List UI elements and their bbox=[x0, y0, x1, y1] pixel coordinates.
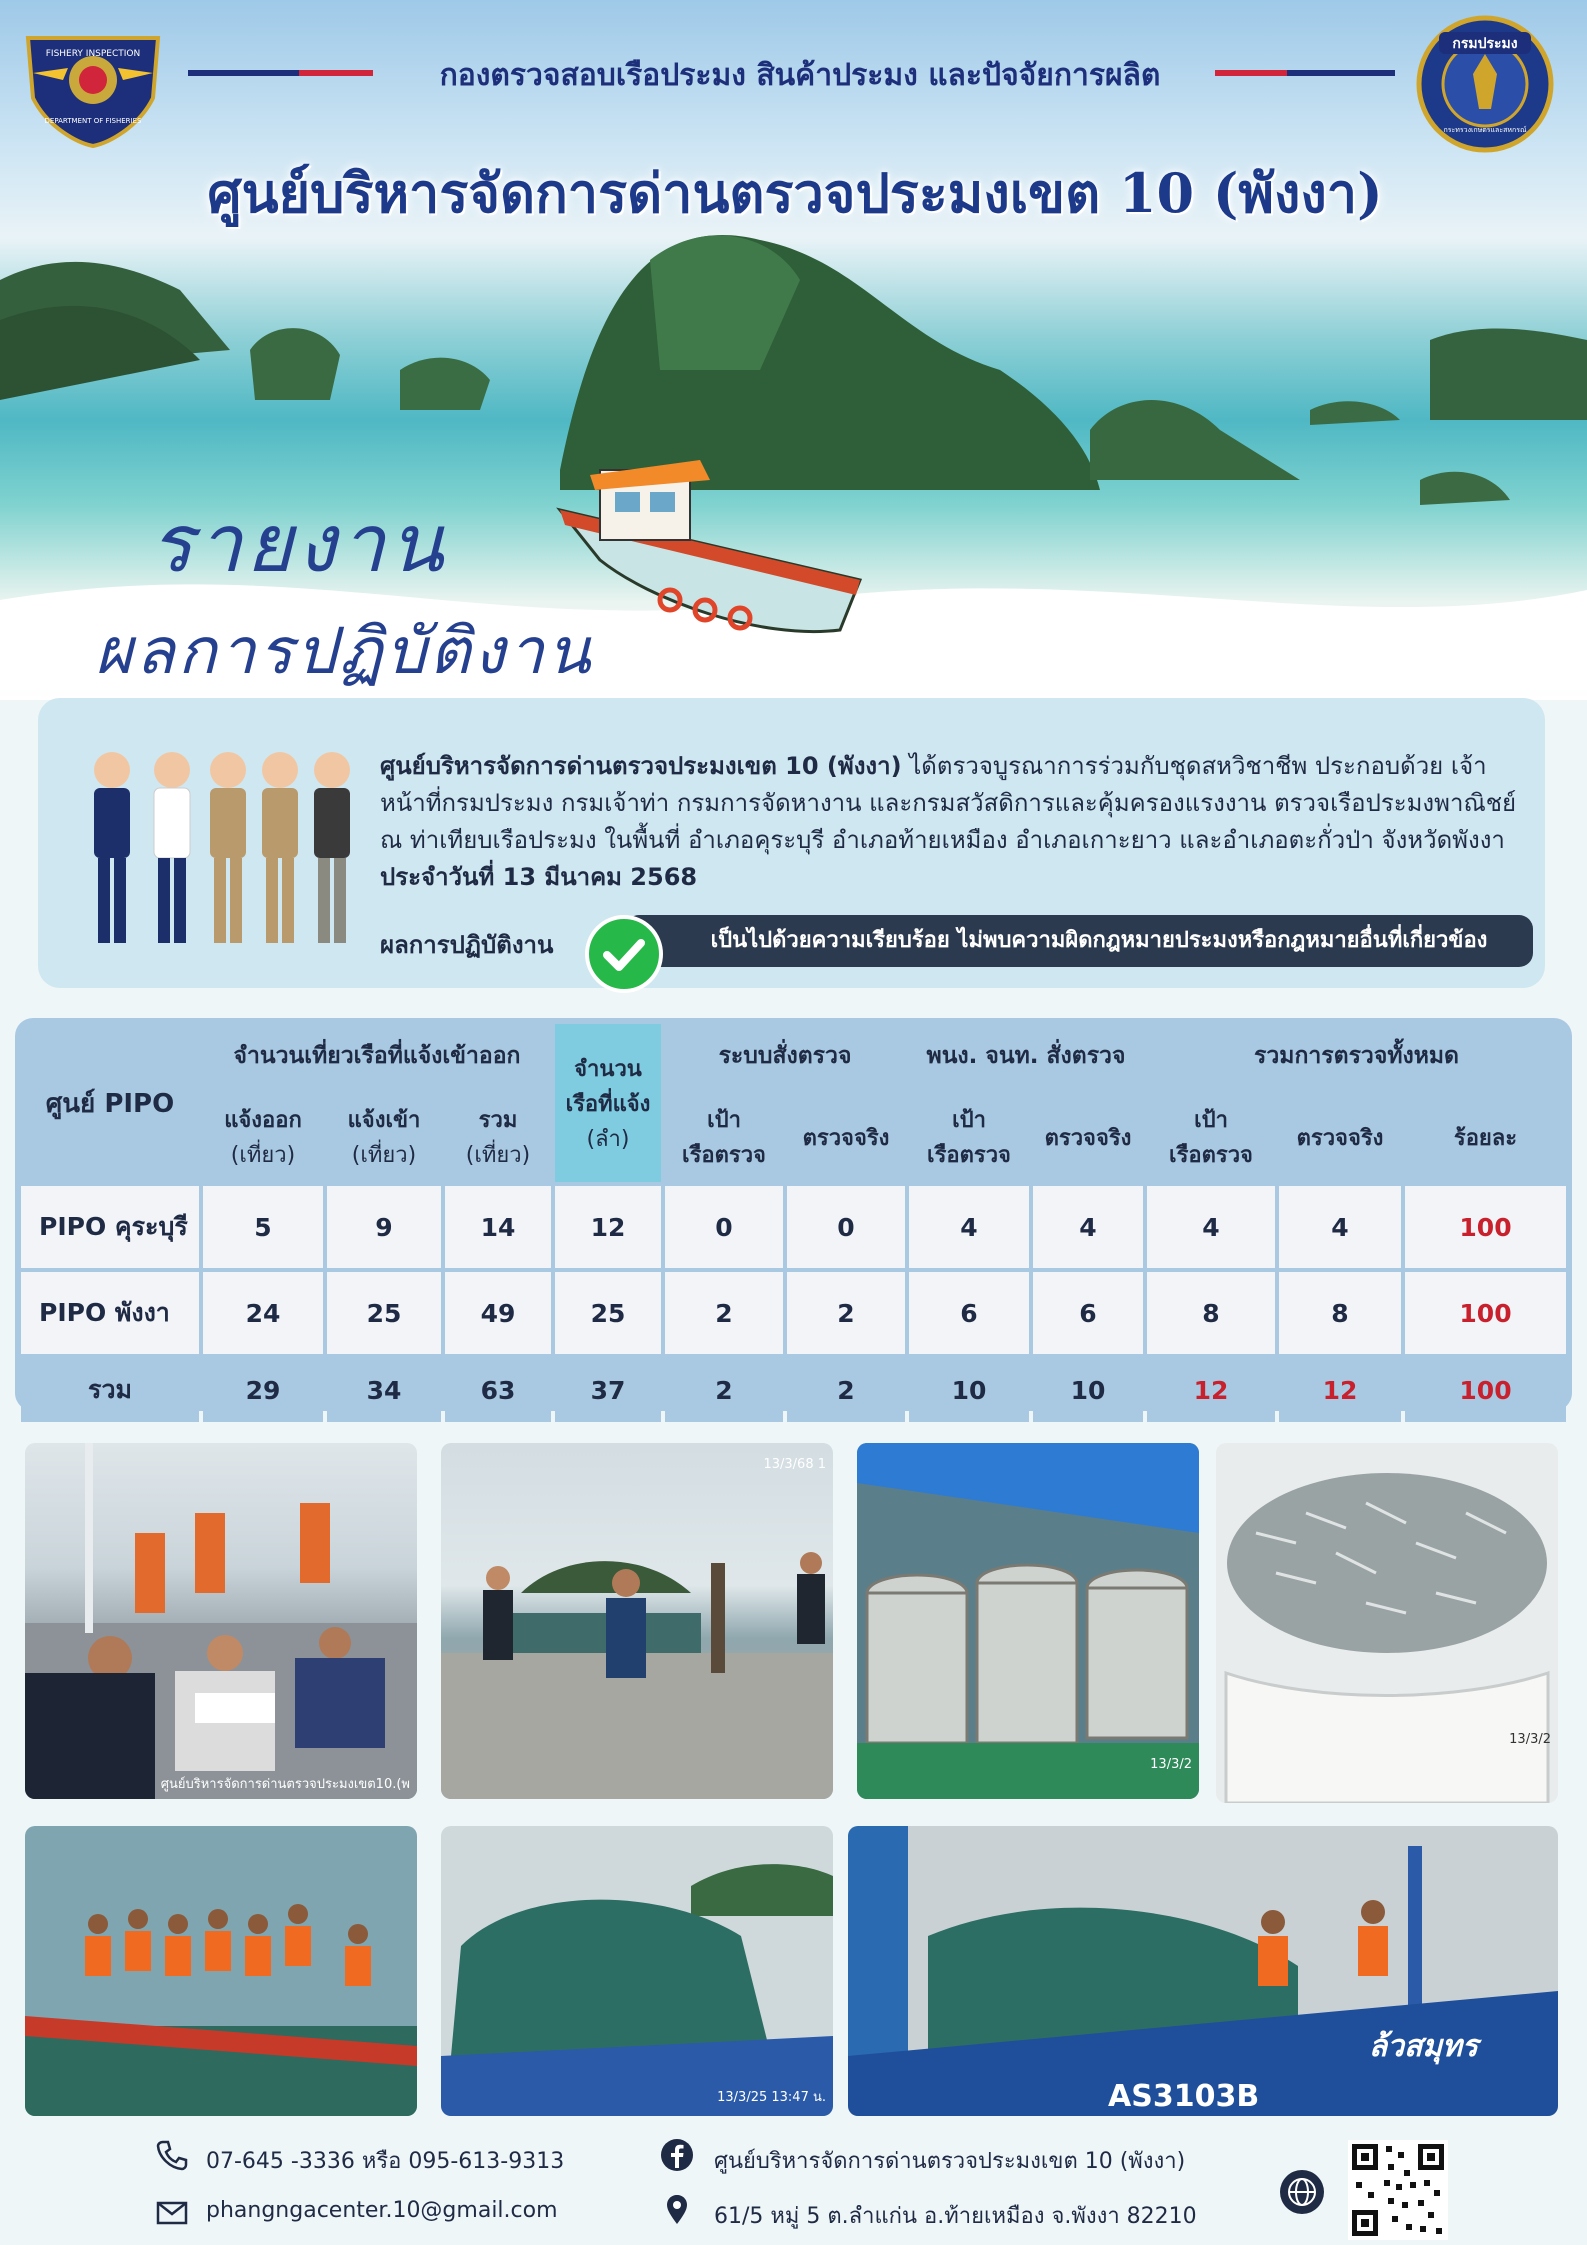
total-in: 34 bbox=[327, 1358, 441, 1422]
total-label: รวม bbox=[21, 1358, 199, 1422]
cell-boats: 25 bbox=[555, 1272, 661, 1354]
photo-stamp: 13/3/25 13:47 น. bbox=[717, 2090, 826, 2105]
cell-tot-target: 8 bbox=[1147, 1272, 1275, 1354]
row-name: PIPO พังงา bbox=[21, 1272, 199, 1354]
total-percent: 100 bbox=[1405, 1358, 1566, 1422]
total-sys-target: 2 bbox=[665, 1358, 783, 1422]
col-header-off-actual: ตรวจจริง bbox=[1033, 1092, 1143, 1182]
photo-boat-inspection bbox=[848, 1826, 1558, 2116]
facebook-icon bbox=[660, 2138, 694, 2172]
photo-stamp: 13/3/2 bbox=[1150, 1757, 1192, 1772]
center-title: ศูนย์บริหารจัดการด่านตรวจประมงเขต 10 (พังงา) bbox=[207, 161, 1383, 225]
info-paragraph bbox=[380, 748, 1520, 896]
report-title-line2: ผลการปฏิบัติงาน bbox=[95, 615, 594, 689]
cell-off-actual: 6 bbox=[1033, 1272, 1143, 1354]
photo-fish-baskets bbox=[857, 1443, 1199, 1799]
cell-tot-actual: 4 bbox=[1279, 1186, 1401, 1268]
col-header-sum: รวม (เที่ยว) bbox=[445, 1092, 551, 1182]
cell-off-target: 6 bbox=[909, 1272, 1029, 1354]
col-header-sys-target: เป้า เรือตรวจ bbox=[665, 1092, 783, 1182]
cell-tot-actual: 8 bbox=[1279, 1272, 1401, 1354]
row-name: PIPO คุระบุรี bbox=[21, 1186, 199, 1268]
result-text: เป็นไปด้วยความเรียบร้อย ไม่พบความผิดกฎหมายประมงหรือกฎหมายอื่นที่เกี่ยวข้อง bbox=[625, 915, 1533, 967]
total-tot-actual: 12 bbox=[1279, 1358, 1401, 1422]
cell-percent: 100 bbox=[1405, 1272, 1566, 1354]
total-tot-target: 12 bbox=[1147, 1358, 1275, 1422]
photo-document-check bbox=[25, 1443, 417, 1799]
officials-illustration bbox=[80, 740, 360, 960]
department-name: กองตรวจสอบเรือประมง สินค้าประมง และปัจจัยการผลิต bbox=[439, 58, 1161, 93]
result-label: ผลการปฏิบัติงาน bbox=[380, 931, 554, 959]
address: 61/5 หมู่ 5 ต.ลำแก่น อ.ท้ายเหมือง จ.พังงา 82210 bbox=[714, 2204, 1197, 2229]
phone-number: 07-645 -3336 หรือ 095-613-9313 bbox=[206, 2149, 565, 2174]
info-date: ประจำวันที่ 13 มีนาคม 2568 bbox=[380, 863, 698, 891]
col-header-trips: จำนวนเที่ยวเรือที่แจ้งเข้าออก bbox=[203, 1024, 551, 1088]
report-title-line1: รายงาน bbox=[150, 497, 448, 590]
col-header-boats: จำนวน เรือที่แจ้ง (ลำ) bbox=[555, 1024, 661, 1182]
boat-name: ล้วสมุทร bbox=[1368, 2029, 1478, 2064]
location-pin-icon bbox=[660, 2192, 694, 2226]
cell-sys-actual: 2 bbox=[787, 1272, 905, 1354]
total-out: 29 bbox=[203, 1358, 323, 1422]
fishery-inspection-logo bbox=[18, 18, 168, 148]
globe-icon[interactable] bbox=[1278, 2168, 1326, 2216]
qr-code[interactable] bbox=[1348, 2140, 1448, 2240]
cell-sys-target: 2 bbox=[665, 1272, 783, 1354]
photo-fish-closeup bbox=[1216, 1443, 1558, 1803]
cell-in: 25 bbox=[327, 1272, 441, 1354]
cell-sum: 14 bbox=[445, 1186, 551, 1268]
boat-registration: AS3103B bbox=[1108, 2079, 1260, 2114]
summary-table bbox=[17, 1020, 1570, 1426]
col-header-in: แจ้งเข้า (เที่ยว) bbox=[327, 1092, 441, 1182]
col-header-tot-target: เป้า เรือตรวจ bbox=[1147, 1092, 1275, 1182]
col-header-total: รวมการตรวจทั้งหมด bbox=[1147, 1024, 1566, 1088]
email-address: phangngacenter.10@gmail.com bbox=[206, 2198, 558, 2223]
cell-sys-target: 0 bbox=[665, 1186, 783, 1268]
seal-text-top: กรมประมง bbox=[1452, 36, 1518, 52]
total-sys-actual: 2 bbox=[787, 1358, 905, 1422]
cell-in: 9 bbox=[327, 1186, 441, 1268]
col-header-sys-actual: ตรวจจริง bbox=[787, 1092, 905, 1182]
photo-stamp: ศูนย์บริหารจัดการด่านตรวจประมงเขต10.(พ bbox=[160, 1777, 410, 1792]
header-divider-right bbox=[1215, 70, 1395, 76]
logo-text-bottom: DEPARTMENT OF FISHERIES bbox=[44, 117, 142, 125]
photo-stamp: 13/3/68 1 bbox=[763, 1457, 826, 1472]
cell-off-actual: 4 bbox=[1033, 1186, 1143, 1268]
cell-out: 24 bbox=[203, 1272, 323, 1354]
col-header-off-target: เป้า เรือตรวจ bbox=[909, 1092, 1029, 1182]
total-off-actual: 10 bbox=[1033, 1358, 1143, 1422]
total-sum: 63 bbox=[445, 1358, 551, 1422]
phone-icon bbox=[155, 2138, 189, 2172]
col-header-officer: พนง. จนท. สั่งตรวจ bbox=[909, 1024, 1143, 1088]
info-body: ได้ตรวจบูรณาการร่วมกับชุดสหวิชาชีพ ประกอบด้วย เจ้าหน้าที่กรมประมง กรมเจ้าท่า กรมการจัดหางาน และกรมสวัสดิการและคุ้มครองแรงงาน ตรวจเรือประมงพาณิชย์ ณ ท่าเทียบเรือประมง ในพื้นที่ อำเภอคุระบุรี อำเภอท้ายเหมือง อำเภอเกาะยาว และอำเภอตะกั่วป่า จังหวัดพังงา bbox=[380, 752, 1517, 854]
col-header-out: แจ้งออก (เที่ยว) bbox=[203, 1092, 323, 1182]
cell-percent: 100 bbox=[1405, 1186, 1566, 1268]
check-icon bbox=[585, 915, 663, 993]
cell-out: 5 bbox=[203, 1186, 323, 1268]
total-off-target: 10 bbox=[909, 1358, 1029, 1422]
cell-off-target: 4 bbox=[909, 1186, 1029, 1268]
photo-crew-on-boat bbox=[25, 1826, 417, 2116]
facebook-page: ศูนย์บริหารจัดการด่านตรวจประมงเขต 10 (พังงา) bbox=[714, 2149, 1186, 2174]
table-row bbox=[21, 1186, 1566, 1268]
photo-fishing-nets bbox=[441, 1826, 833, 2116]
department-of-fisheries-seal bbox=[1415, 14, 1555, 154]
logo-text-top: FISHERY INSPECTION bbox=[45, 49, 141, 59]
col-header-percent: ร้อยละ bbox=[1405, 1092, 1566, 1182]
cell-tot-target: 4 bbox=[1147, 1186, 1275, 1268]
photo-pier-inspection bbox=[441, 1443, 833, 1799]
photo-stamp: 13/3/2 bbox=[1509, 1732, 1551, 1747]
col-header-center: ศูนย์ PIPO bbox=[21, 1024, 199, 1182]
email-icon bbox=[155, 2195, 189, 2229]
col-header-tot-actual: ตรวจจริง bbox=[1279, 1092, 1401, 1182]
total-boats: 37 bbox=[555, 1358, 661, 1422]
col-header-system: ระบบสั่งตรวจ bbox=[665, 1024, 905, 1088]
table-total-row bbox=[21, 1358, 1566, 1422]
cell-boats: 12 bbox=[555, 1186, 661, 1268]
info-lead: ศูนย์บริหารจัดการด่านตรวจประมงเขต 10 (พังงา) bbox=[380, 752, 902, 780]
cell-sum: 49 bbox=[445, 1272, 551, 1354]
table-row bbox=[21, 1272, 1566, 1354]
cell-sys-actual: 0 bbox=[787, 1186, 905, 1268]
header-divider-left bbox=[188, 70, 373, 76]
seal-text-bottom: กระทรวงเกษตรและสหกรณ์ bbox=[1443, 126, 1527, 134]
